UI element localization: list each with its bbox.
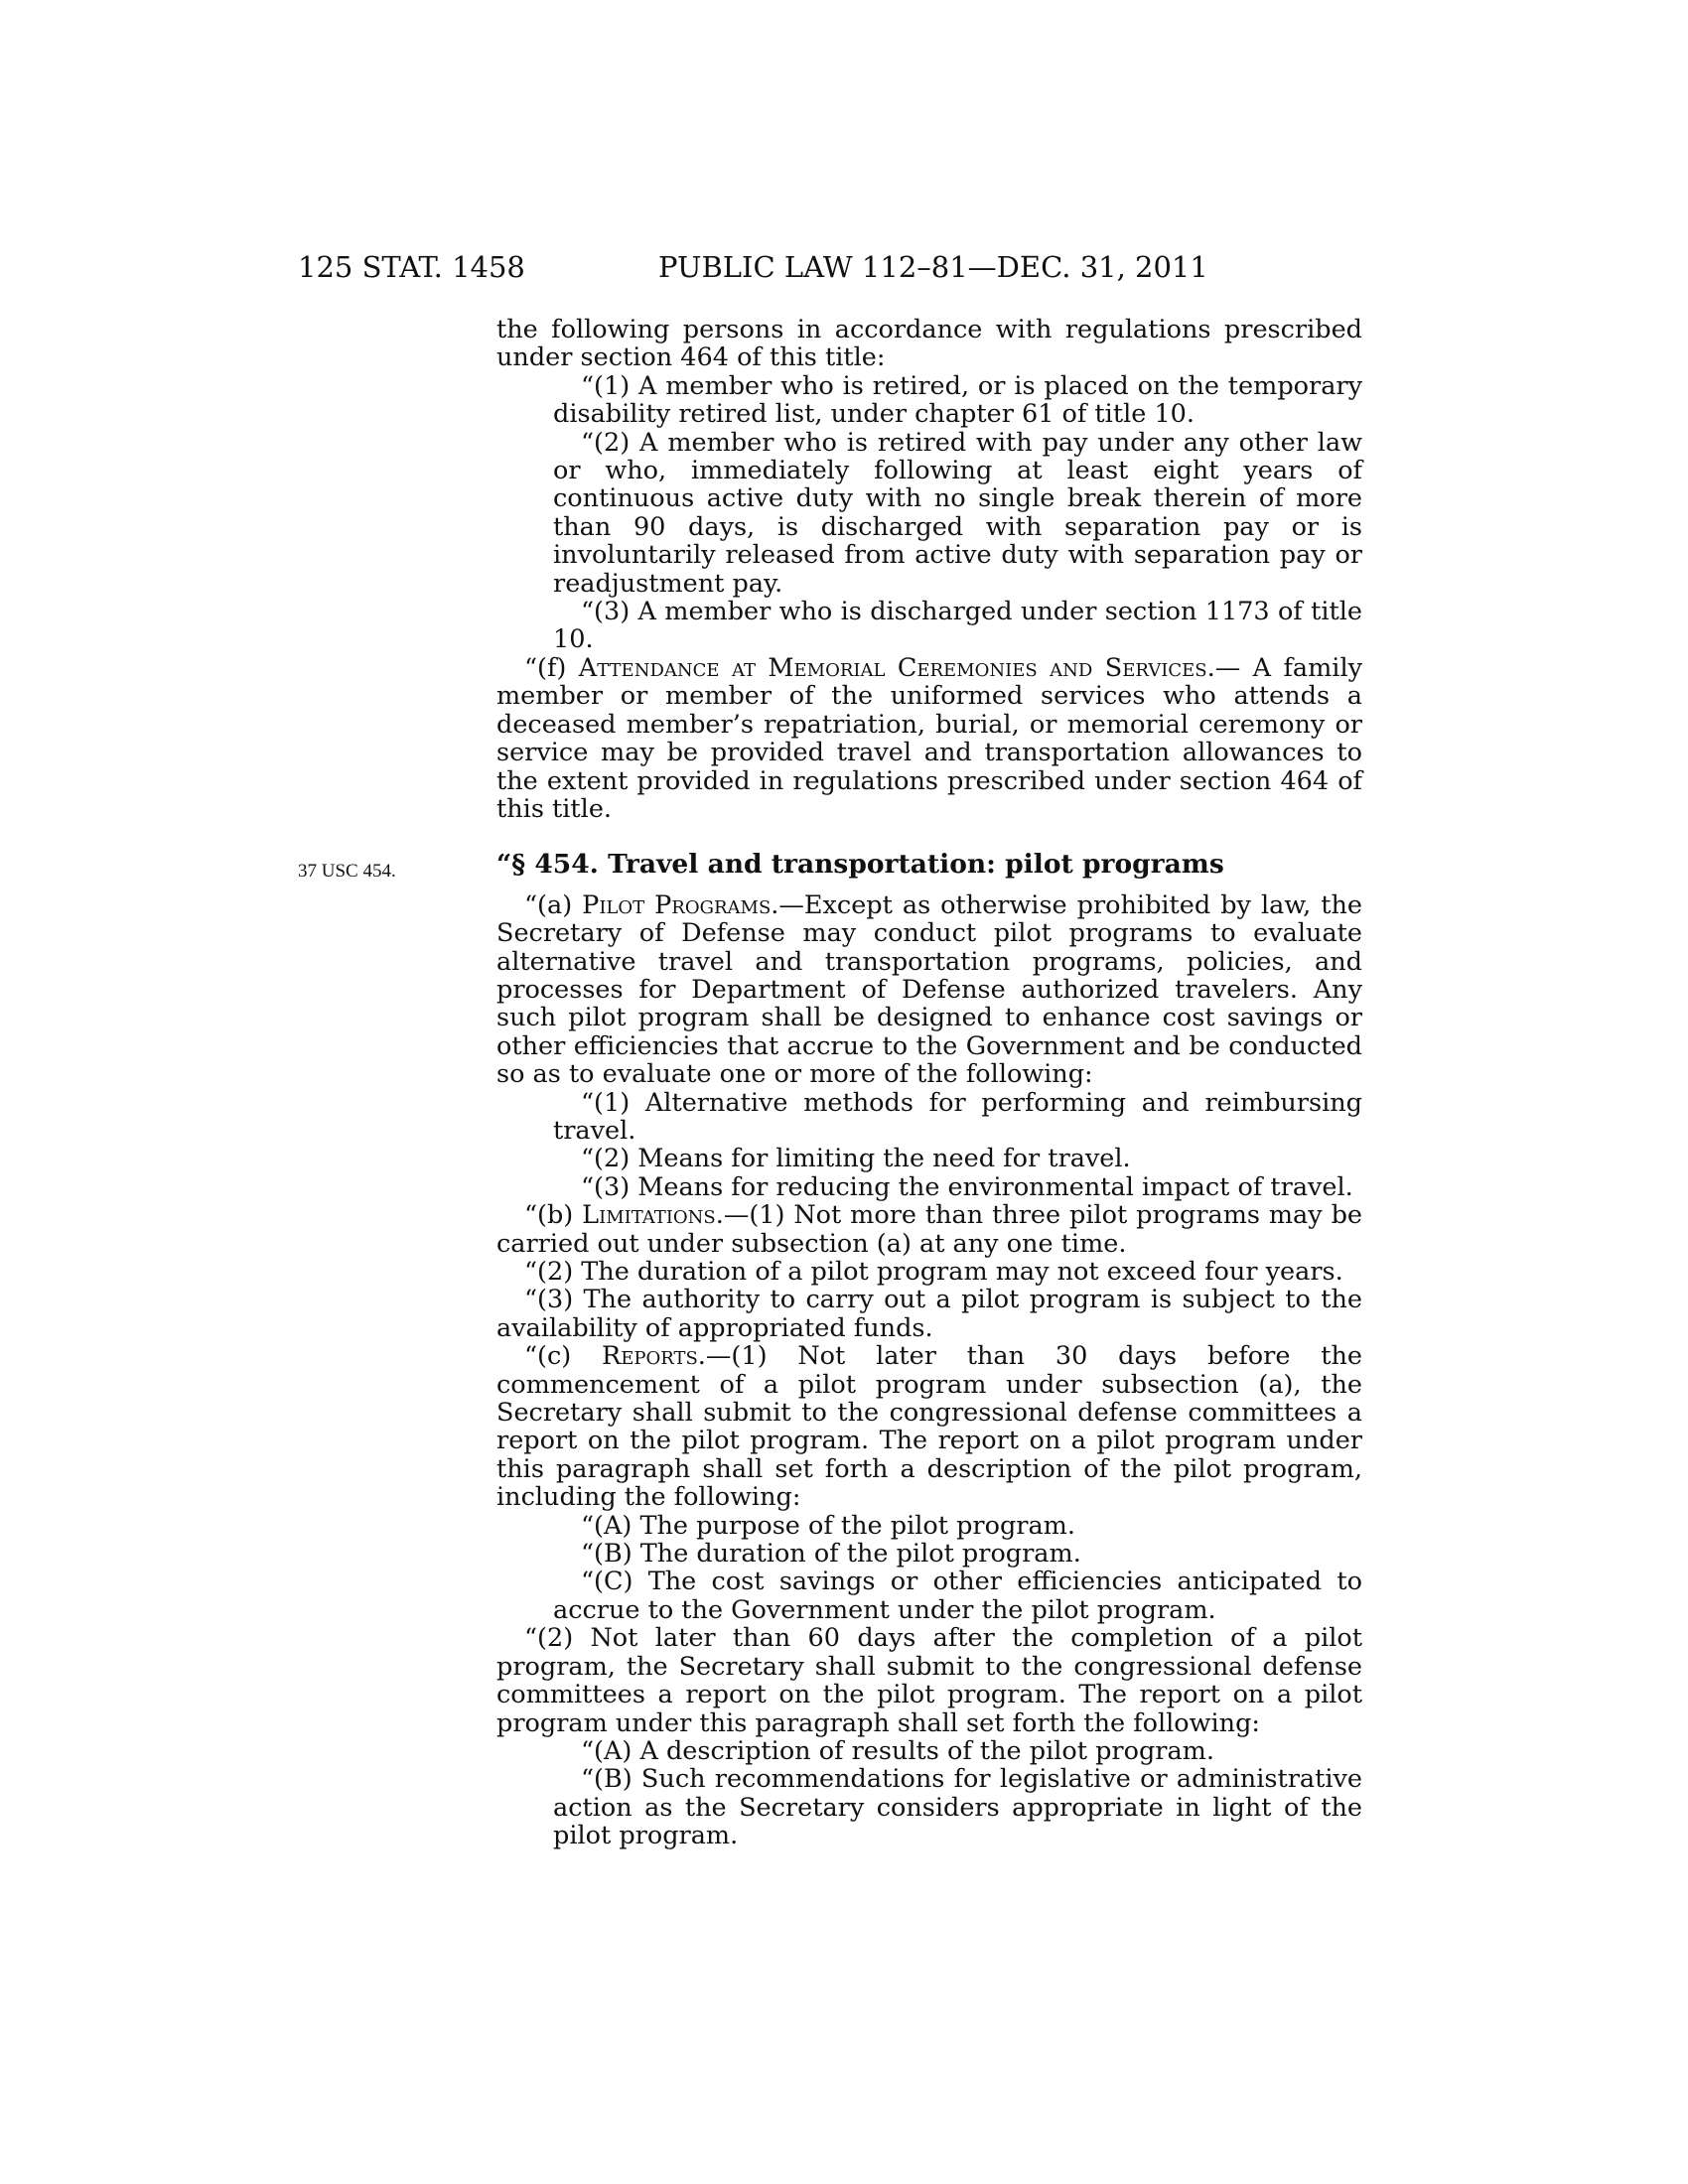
list-item-1: “(1) A member who is retired, or is placed on the temporary disability retired list, under chapter 61 of title 10. bbox=[553, 370, 1362, 430]
subsection-c bbox=[496, 1342, 1362, 1511]
subsection-c-item-C: “(C) The cost savings or other efficiencies anticipated to accrue to the Government under the pilot program. bbox=[553, 1567, 1362, 1625]
subsection-b-item-3: “(3) The authority to carry out a pilot program is subject to the availability of appropriated funds. bbox=[496, 1285, 1362, 1343]
page-header bbox=[0, 250, 1688, 290]
list-item-2: “(2) A member who is retired with pay under any other law or who, immediately following at least eight years of continuous active duty with no single break therein of more than 90 days, is discharged with separation pay or is involuntarily released from active duty with separation pay or readjustment pay. bbox=[553, 427, 1362, 599]
subsection-a-caption: Pilot Programs. bbox=[582, 889, 779, 920]
subsection-a-item-2: “(2) Means for limiting the need for travel. bbox=[581, 1144, 1131, 1174]
margin-citation: 37 USC 454. bbox=[298, 861, 396, 882]
subsection-c-lead: “(c) bbox=[524, 1341, 603, 1372]
subsection-c-item-B: “(B) The duration of the pilot program. bbox=[581, 1539, 1081, 1570]
subsection-f-caption: Attendance at Memorial Ceremonies and Services. bbox=[578, 652, 1215, 683]
subsection-c-item-A: “(A) The purpose of the pilot program. bbox=[581, 1510, 1075, 1541]
subsection-b-item-2: “(2) The duration of a pilot program may not exceed four years. bbox=[524, 1257, 1343, 1287]
subsection-a-text: —Except as otherwise prohibited by law, the Secretary of Defense may conduct pilot programs to evaluate alternative travel and transportation programs, policies, and processes for Department of Defense authorized travelers. Any such pilot program shall be designed to enhance cost savings or other efficiencies that accrue to the Government and be conducted so as to evaluate one or more of the following: bbox=[496, 889, 1363, 1090]
subsection-b-caption: Limitations. bbox=[582, 1200, 724, 1231]
public-law-title: PUBLIC LAW 112–81—DEC. 31, 2011 bbox=[658, 250, 1208, 284]
subsection-b-text: —(1) Not more than three pilot programs may be carried out under subsection (a) at any one time. bbox=[496, 1200, 1362, 1259]
subsection-a bbox=[496, 891, 1362, 1089]
section-heading: “§ 454. Travel and transportation: pilot programs bbox=[496, 849, 1224, 881]
document-body bbox=[496, 316, 1362, 1850]
subsection-c2-item-A: “(A) A description of results of the pilot program. bbox=[581, 1735, 1214, 1766]
subsection-a-lead: “(a) bbox=[524, 889, 583, 920]
subsection-f-lead: “(f) bbox=[524, 652, 579, 683]
subsection-a-item-1: “(1) Alternative methods for performing and reimbursing travel. bbox=[553, 1087, 1362, 1146]
subsection-c2-item-B: “(B) Such recommendations for legislative or administrative action as the Secretary considers appropriate in light of the pilot program. bbox=[553, 1764, 1362, 1851]
subsection-c-paragraph-2: “(2) Not later than 60 days after the completion of a pilot program, the Secretary shall submit to the congressional defense committees a report on the pilot program. The report on a pilot program under this paragraph shall set forth the following: bbox=[496, 1623, 1362, 1738]
subsection-a-item-3: “(3) Means for reducing the environmental impact of travel. bbox=[581, 1171, 1353, 1202]
subsection-b bbox=[496, 1201, 1362, 1258]
subsection-c-caption: Reports. bbox=[602, 1341, 706, 1372]
subsection-f-text: — A family member or member of the uniformed services who attends a deceased member’s repatriation, burial, or memorial ceremony or service may be provided travel and transportation allowances to the extent provided in regulations prescribed under section 464 of this title. bbox=[496, 652, 1363, 824]
paragraph-continuation: the following persons in accordance with regulations prescribed under section 464 of this title: bbox=[496, 315, 1362, 373]
stat-page-number: 125 STAT. 1458 bbox=[298, 250, 525, 284]
subsection-b-lead: “(b) bbox=[524, 1200, 583, 1231]
list-item-3: “(3) A member who is discharged under section 1173 of title 10. bbox=[553, 597, 1362, 655]
subsection-c-text: —(1) Not later than 30 days before the commencement of a pilot program under subsection (a), the Secretary shall submit to the congressional defense committees a report on the pilot program. The report on a pilot program under this paragraph shall set forth a description of the pilot program, including the following: bbox=[496, 1341, 1362, 1513]
subsection-f bbox=[496, 654, 1362, 823]
